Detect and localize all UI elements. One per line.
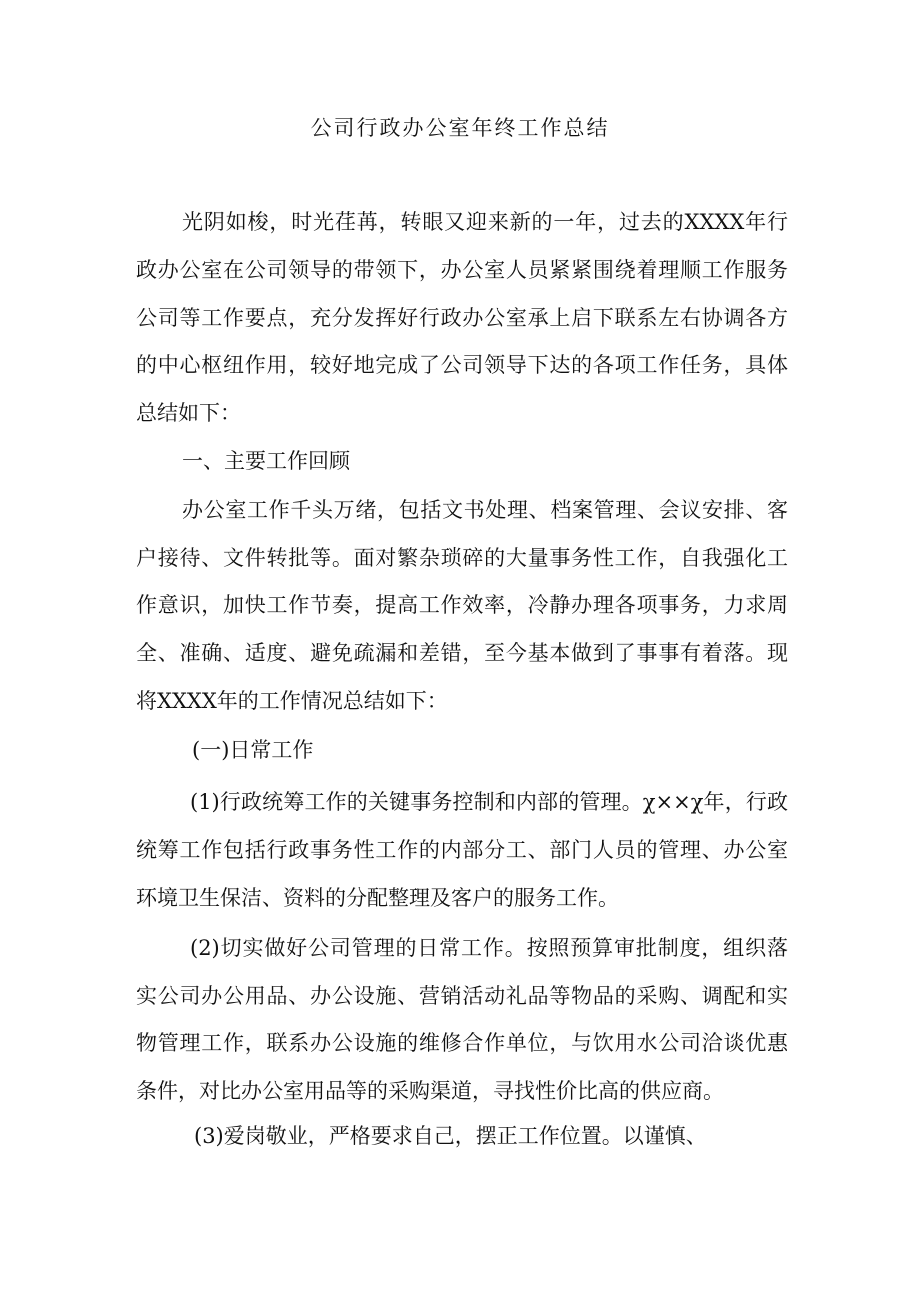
intro-line-5: 总结如下： <box>136 401 241 425</box>
item1-line-3: 环境卫生保洁、资料的分配整理及客户的服务工作。 <box>136 886 619 910</box>
subsection-heading-daily-work: (一)日常工作 <box>192 738 314 762</box>
item2-line-3: 物管理工作，联系办公设施的维修合作单位，与饮用水公司洽谈优惠 <box>136 1031 788 1055</box>
intro-line-2: 政办公室在公司领导的带领下，办公室人员紧紧围绕着理顺工作服务 <box>136 258 788 282</box>
intro-line-1: 光阴如梭，时光荏苒，转眼又迎来新的一年，过去的XXXX年行 <box>182 210 788 234</box>
item2-line-2: 实公司办公用品、办公设施、营销活动礼品等物品的采购、调配和实 <box>136 984 788 1008</box>
intro-line-3: 公司等工作要点，充分发挥好行政办公室承上启下联系左右协调各方 <box>136 306 788 330</box>
item3-line-1: (3)爱岗敬业，严格要求自己，摆正工作位置。以谨慎、 <box>194 1124 707 1148</box>
section-heading-main-review: 一、主要工作回顾 <box>182 449 350 473</box>
intro-line-4: 的中心枢纽作用，较好地完成了公司领导下达的各项工作任务，具体 <box>136 353 788 377</box>
section1-line-5: 将XXXX年的工作情况总结如下： <box>136 689 448 713</box>
item1-line-2: 统筹工作包括行政事务性工作的内部分工、部门人员的管理、办公室 <box>136 838 788 862</box>
item2-line-4: 条件，对比办公室用品等的采购渠道，寻找性价比高的供应商。 <box>136 1079 724 1103</box>
item2-line-1: (2)切实做好公司管理的日常工作。按照预算审批制度，组织落 <box>190 936 788 960</box>
section1-line-4: 全、准确、适度、避免疏漏和差错，至今基本做到了事事有着落。现 <box>136 641 788 665</box>
document-title: 公司行政办公室年终工作总结 <box>310 116 610 140</box>
section1-line-3: 作意识，加快工作节奏，提高工作效率，冷静办理各项事务，力求周 <box>136 593 788 617</box>
section1-line-1: 办公室工作千头万绪，包括文书处理、档案管理、会议安排、客 <box>182 498 788 522</box>
item1-line-1: (1)行政统筹工作的关键事务控制和内部的管理。χ××χ年，行政 <box>190 790 788 814</box>
section1-line-2: 户接待、文件转批等。面对繁杂琐碎的大量事务性工作，自我强化工 <box>136 546 788 570</box>
